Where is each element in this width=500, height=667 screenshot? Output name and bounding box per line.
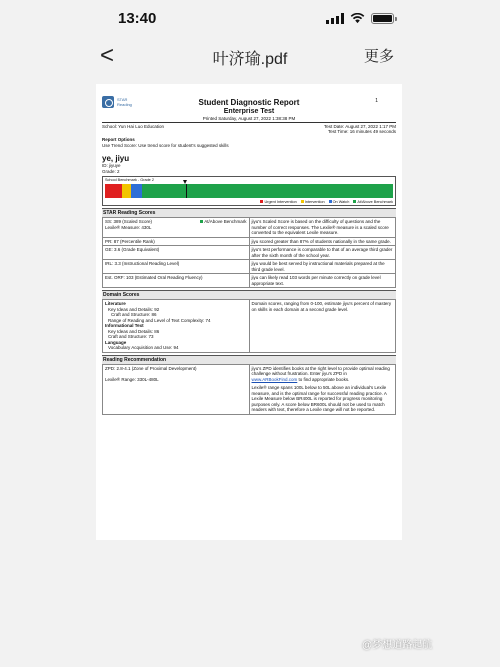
ss-desc: jiyu's Scaled Score is based on the difficulty of questions and the number of correct responses. The Lexile® measure is a scaled score converted to the equivalent Lexile measure. (249, 218, 396, 238)
benchmark-segment (131, 184, 143, 198)
legend-swatch (260, 200, 263, 203)
domain-list (103, 300, 250, 353)
legend-label: Intervention (304, 200, 325, 204)
printed-date: Printed Saturday, August 27, 2022 1:38:38 PM (202, 116, 296, 121)
star-logo-icon (102, 96, 114, 108)
domain-literature: Literature (105, 301, 126, 306)
domain-scores-table (102, 299, 396, 353)
benchmark-legend (105, 200, 393, 204)
legend-label: At/Above Benchmark (357, 200, 393, 204)
watermark: @梦想道路起航 (362, 640, 433, 651)
irl-value: IRL: 3.3 (Instructional Reading Level) (103, 260, 250, 274)
table-row (103, 246, 396, 260)
status-bar (0, 0, 500, 36)
nav-bar (0, 36, 500, 80)
legend-swatch (301, 200, 304, 203)
reading-rec-table (102, 364, 396, 415)
benchmark-label: School Benchmark - Grade 2 (105, 178, 154, 182)
wifi-icon (350, 13, 365, 24)
ss-badge (200, 219, 246, 225)
cellular-signal-icon (326, 13, 344, 24)
rec-right (249, 364, 396, 414)
legend-swatch (329, 200, 332, 203)
logo-text (117, 97, 132, 107)
domain-lang: Language (105, 339, 127, 345)
test-date: Test Date: August 27, 2022 1:17 PM (323, 124, 396, 129)
report-options-text: Use Trend Score: Use trend score for student's suggested skills (102, 142, 229, 148)
zpd-desc-text: jiyu's ZPD identifies books at the right level to provide optimal reading challenge without frustration. Enter jiyu's ZPD in (251, 365, 390, 376)
test-info (324, 124, 396, 134)
legend-item (329, 200, 350, 204)
pr-desc: jiyu scored greater than 87% of students nationally in the same grade. (249, 237, 396, 246)
logo-text-star: STAR (117, 97, 128, 102)
lexile-value: Lexile® Measure: 430L (105, 224, 152, 230)
domain-range: Range of Reading and Level of Text Complexity: 74 (108, 317, 211, 323)
table-row (103, 237, 396, 246)
table-row (103, 274, 396, 288)
orf-value: Est. ORF: 103 (Estimated Oral Reading Fluency) (103, 274, 250, 288)
benchmark-segment (122, 184, 131, 198)
zpd-desc (252, 366, 394, 383)
school-name: School: Yun Hai Luo Education (102, 124, 164, 129)
lexile-range: Lexile® Range: 330L-480L (105, 377, 159, 382)
zpd-value: ZPD: 2.8-4.1 (Zone of Proximal Development) (105, 365, 197, 371)
divider (102, 122, 396, 123)
school-row (102, 124, 396, 134)
star-scores-heading: STAR Reading Scores (102, 208, 396, 217)
ge-value: GE: 3.6 (Grade Equivalent) (103, 246, 250, 260)
benchmark-segment (142, 184, 393, 198)
legend-swatch (353, 200, 356, 203)
legend-item (260, 200, 296, 204)
benchmark-bar (105, 184, 393, 198)
domain-info: Informational Text (105, 323, 144, 328)
status-icons (326, 13, 394, 24)
report-options-title: Report Options (102, 137, 135, 142)
table-row (103, 218, 396, 238)
table-row (103, 260, 396, 274)
orf-desc: jiyu can likely read 103 words per minute correctly on grade level appropriate text. (249, 274, 396, 288)
document-title: 叶济瑜.pdf (212, 51, 288, 68)
star-scores-table (102, 217, 396, 288)
reading-rec-heading: Reading Recommendation (102, 355, 396, 364)
table-row (103, 300, 396, 353)
student-grade: Grade: 2 (102, 168, 120, 174)
domain-cs2: Craft and Structure: 73 (108, 334, 154, 339)
back-chevron-icon[interactable]: < (100, 42, 115, 69)
score-marker-line (186, 184, 187, 198)
table-row (103, 364, 396, 414)
arbookfind-link[interactable]: www.ARBookFind.com (251, 376, 298, 382)
legend-label: Urgent Intervention (264, 200, 297, 204)
domain-scores-heading: Domain Scores (102, 290, 396, 299)
ge-desc: jiyu's test performance is comparable to that of an average third grader after the sixth month of the school year. (249, 246, 396, 260)
page-number: 1 (375, 98, 378, 104)
more-button[interactable]: 更多 (364, 48, 395, 65)
star-reading-logo (102, 96, 132, 108)
report-title: Student Diagnostic Report (198, 98, 300, 107)
ss-cell (103, 218, 250, 238)
student-name: ye, jiyu (102, 154, 130, 163)
lexile-desc: Lexile® range spans 100L below to 50L above an individual's Lexile measure, and is the optimal range for successful reading practice. A Lexile Measure below BR400L is reported for progress monitoring purposes only. A score below BR600L should not be used to match readers with text, therefore a Lexile range will not be reported. (251, 385, 387, 412)
zpd-desc-text-2: to find appropriate books. (298, 376, 350, 382)
battery-icon (371, 13, 394, 24)
ss-value: SS: 389 (Scaled Score) (105, 219, 153, 224)
domain-vocab: Vocabulary Acquisition and Use: 94 (108, 345, 179, 350)
ss-badge-label: At/Above Benchmark (204, 219, 247, 224)
rec-left (103, 364, 250, 414)
test-time: Test Time: 16 minutes 49 seconds (327, 129, 396, 134)
legend-item (353, 200, 393, 204)
status-time: 13:40 (118, 10, 157, 27)
benchmark-box (102, 176, 396, 206)
pr-value: PR: 87 (Percentile Rank) (103, 237, 250, 246)
report-subtitle: Enterprise Test (223, 108, 275, 115)
irl-desc: jiyu would be best served by instructional materials prepared at the third grade level. (249, 260, 396, 274)
legend-item (301, 200, 325, 204)
legend-label: On Watch (332, 200, 350, 204)
benchmark-segment (105, 184, 122, 198)
domain-desc: Domain scores, ranging from 0-100, estimate jiyu's percent of mastery on skills in each domain at a second grade level. (249, 300, 396, 353)
domain-kid2: Key Ideas and Details: 86 (108, 328, 160, 334)
domain-kid: Key Ideas and Details: 92 (108, 306, 160, 312)
pdf-page[interactable] (96, 84, 402, 540)
logo-text-reading: Reading (117, 102, 132, 107)
domain-cs: Craft and Structure: 86 (111, 312, 157, 317)
student-id: ID: jiyuye (102, 163, 121, 168)
